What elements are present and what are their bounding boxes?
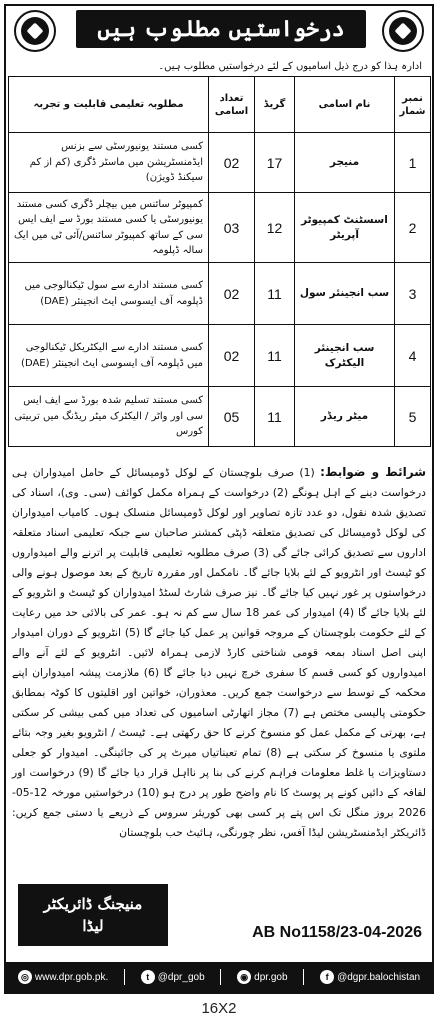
divider [124, 969, 125, 985]
cell-grade: 11 [255, 387, 295, 447]
footer-instagram[interactable] [237, 970, 287, 984]
facebook-icon: f [320, 970, 334, 984]
cell-post: سب انجینئر سول [295, 263, 395, 325]
cell-sno: 5 [395, 387, 431, 447]
table-row [9, 133, 431, 193]
cell-grade: 17 [255, 133, 295, 193]
cell-qualification: کسی مستند یونیورسٹی سے بزنس ایڈمنسٹریشن میں ماسٹر ڈگری (کم از کم سیکنڈ ڈویژن) [9, 133, 209, 193]
cell-post: منیجر [295, 133, 395, 193]
cell-qualification: کسی مستند ادارے سے سول ٹیکنالوجی میں ڈپلومہ آف ایسوسی ایٹ انجینئر (DAE) [9, 263, 209, 325]
cell-post: اسسٹنٹ کمپیوٹر آپریٹر [295, 193, 395, 263]
cell-post: میٹر ریڈر [295, 387, 395, 447]
emblem-logo-right [382, 10, 424, 52]
job-advertisement [4, 4, 434, 994]
twitter-icon: t [141, 970, 155, 984]
col-header-post: نام اسامی [295, 77, 395, 133]
cell-count: 03 [209, 193, 255, 263]
col-header-grade: گریڈ [255, 77, 295, 133]
table-row [9, 193, 431, 263]
cell-grade: 11 [255, 325, 295, 387]
cell-post: سب انجینئر الیکٹرک [295, 325, 395, 387]
instagram-text: dpr.gob [254, 971, 288, 983]
cell-sno: 2 [395, 193, 431, 263]
cell-grade: 11 [255, 263, 295, 325]
table-header-row [9, 77, 431, 133]
signature-organization: لیڈا [82, 917, 104, 935]
footer-website[interactable] [18, 970, 108, 984]
table-row [9, 325, 431, 387]
terms-heading: شرائط و ضوابط: [320, 465, 427, 479]
cell-grade: 12 [255, 193, 295, 263]
footer-facebook[interactable] [320, 970, 420, 984]
cell-sno: 4 [395, 325, 431, 387]
cell-count: 02 [209, 263, 255, 325]
vacancy-table [8, 76, 431, 447]
footer-twitter[interactable] [141, 970, 205, 984]
table-row [9, 263, 431, 325]
terms-and-conditions [12, 461, 426, 843]
terms-body: (1) صرف بلوچستان کے لوکل ڈومیسائل کے حامل امیدواران ہی درخواست دینے کے اہل ہونگے (2) درخواست کے ہمراہ مکمل کوائف (سی۔ وی)، اسناد کی تصدیق شدہ نقول، دو عدد تازہ تصاویر اور لوکل ڈومیسائل منسلک ہوں۔ کامیاب امیدواران کی لوکل ڈومیسائل کی تصدیق متعلقہ ڈپٹی کمشنر صاحبان سے جبکہ تعلیمی اسناد متعلقہ اداروں سے تصدیق کرائی جائے گی (3) صرف مطلوبہ تعلیمی قابلیت پر اترنے والے امیدواروں کو ٹیسٹ اور انٹرویو کے لئے بلایا جائے گا۔ نامکمل اور مقررہ تاریخ کے بعد موصول ہونے والی درخواستوں پر غور نہیں کیا جائے گا۔ نیز صرف شارٹ لسٹڈ امیدواران کو ٹیسٹ و انٹرویو کے لئے بلایا جائے گا (4) امیدوار کی عمر 18 سال سے کم نہ ہو۔ عمر کی بالائی حد میں رعایت کے لئے حکومت بلوچستان کے مروجہ قوانین پر عمل کیا جائے گا (5) انٹرویو کے دوران امیدوار اپنی اصل اسناد بمعہ قومی شناختی کارڈ لازمی ہمراہ لائیں۔ انٹرویو کے لئے آنے والے امیدواروں کو کسی قسم کا سفری خرچ نہیں دیا جائے گا (6) ملازمت پیشہ امیدواران اپنے محکمہ کے توسط سے درخواست جمع کریں۔ معذوران، خواتین اور اقلیتوں کا کوٹہ بمطابق حکومتی پالیسی مختص ہے (7) مجاز اتھارٹی اسامیوں کی تعداد میں کمی بیشی کر سکتی ہے، بھرتی کے مکمل عمل کو منسوخ کرنے کا حق رکھتی ہے۔ ٹیسٹ / انٹرویو بغیر وجہ بتائے ملتوی یا منسوخ کر سکتی ہے (8) تمام تعیناتیاں میرٹ پر کی جائینگی۔ امیدوار کو جعلی دستاویزات یا غلط معلومات فراہم کرنے کی بنا پر نااہل قرار دیا جائے گا (9) درخواست اور لفافہ کے دائیں کونے پر پوسٹ کا نام واضح طور پر درج ہو (10) درخواستیں مورخہ 12-05-2026 بروز منگل تک اس پتے پر کسی بھی کوریئر سروس کے ذریعے یا دستی جمع کریں: ڈائریکٹر ایڈمنسٹریشن لیڈا آفس، نظر چورنگی، ہائیٹ حب بلوچستان [12, 466, 427, 839]
intro-text: ادارہ ہذا کو درج ذیل اسامیوں کے لئے درخواستیں مطلوب ہیں۔ [158, 61, 422, 72]
signature-block [18, 884, 168, 946]
globe-icon: ◎ [18, 970, 32, 984]
divider [220, 969, 221, 985]
ab-number: AB No1158/23-04-2026 [252, 924, 422, 941]
cell-count: 02 [209, 325, 255, 387]
cell-count: 05 [209, 387, 255, 447]
ad-size-code: 16X2 [201, 1000, 237, 1017]
cell-qualification: کسی مستند تسلیم شدہ بورڈ سے ایف ایس سی اور واٹر / الیکٹرک میٹر ریڈنگ میں تربیتی کورس [9, 387, 209, 447]
cell-sno: 3 [395, 263, 431, 325]
website-text: www.dpr.gob.pk. [34, 971, 109, 983]
facebook-text: @dgpr.balochistan [337, 971, 421, 983]
ad-header [6, 6, 432, 58]
instagram-icon: ◉ [237, 970, 251, 984]
emblem-logo-left [14, 10, 56, 52]
table-row [9, 387, 431, 447]
col-header-count: تعداد اسامی [209, 77, 255, 133]
cell-count: 02 [209, 133, 255, 193]
signature-designation: منیجنگ ڈائریکٹر [43, 894, 143, 913]
ad-title: درخواستیں مطلوب ہیں [76, 10, 366, 48]
cell-qualification: کسی مستند ادارے سے الیکٹریکل ٹیکنالوجی میں ڈپلومہ آف ایسوسی ایٹ انجینئر (DAE) [9, 325, 209, 387]
divider [303, 969, 304, 985]
twitter-text: @dpr_gob [157, 971, 205, 983]
cell-qualification: کمپیوٹر سائنس میں بیچلر ڈگری کسی مستند یونیورسٹی یا کسی مستند بورڈ سے ایف ایس سی کے ساتھ کمپیوٹر سائنس/آئی ٹی میں ایک سالہ ڈپلومہ [9, 193, 209, 263]
col-header-sno: نمبر شمار [395, 77, 431, 133]
col-header-qualification: مطلوبہ تعلیمی قابلیت و تجربہ [9, 77, 209, 133]
cell-sno: 1 [395, 133, 431, 193]
footer-bar [6, 962, 432, 992]
